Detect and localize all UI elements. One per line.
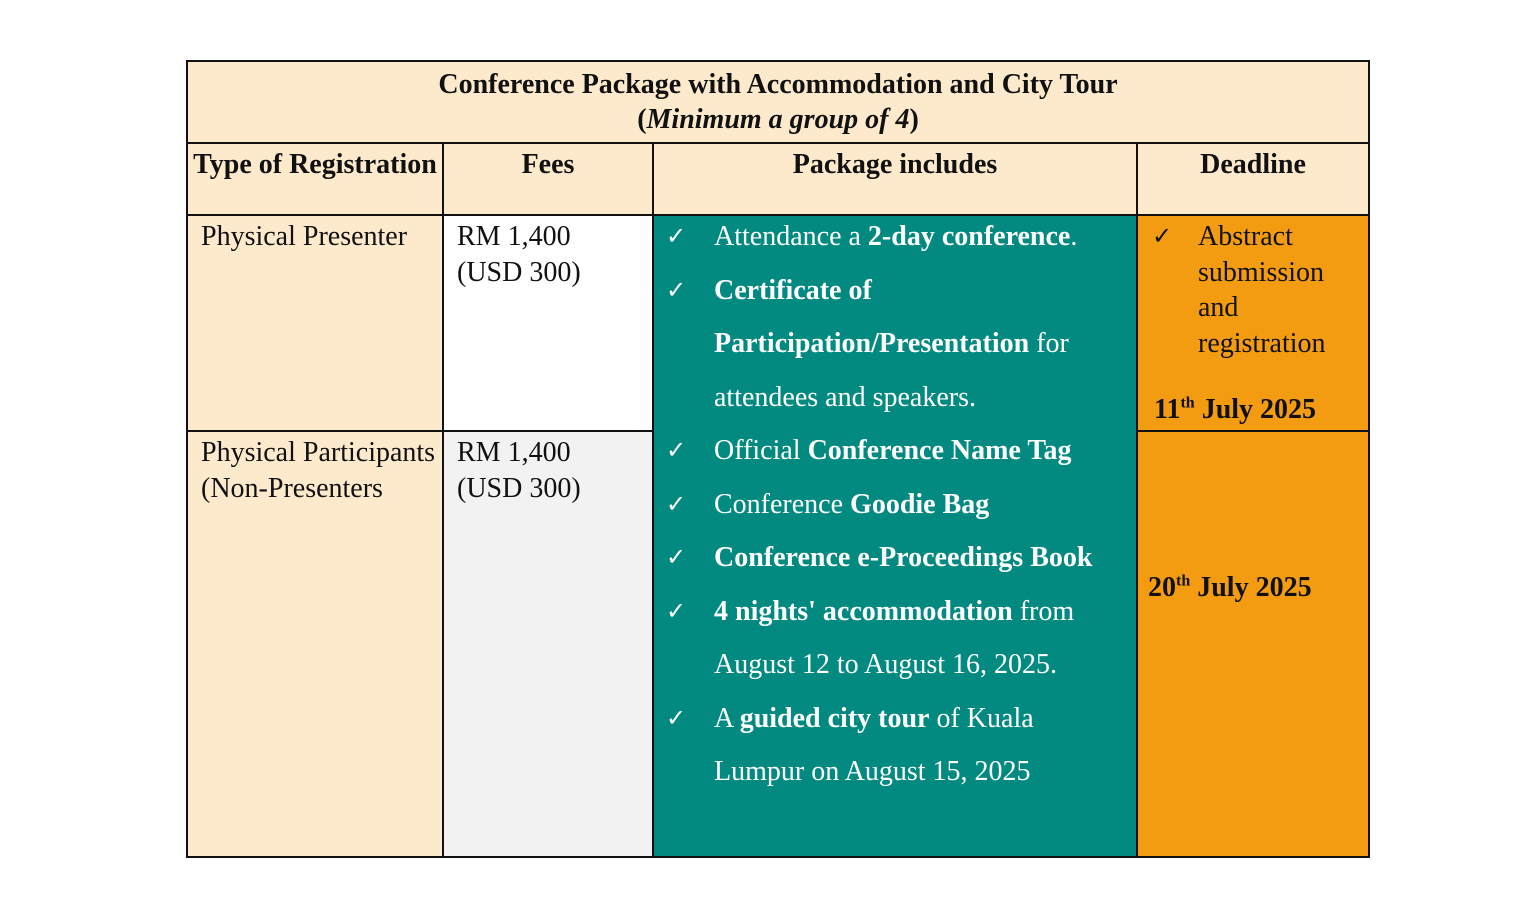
check-icon: ✓ [666,275,687,304]
type-physical-participants: Physical Participants (Non-Presenters [186,430,444,858]
fee-presenter [442,214,654,432]
title-paren-open: ( [637,104,647,135]
deadline-abstract-text: Abstract submission and registration [1198,221,1326,359]
list-item: ✓ Conference Goodie Bag [654,478,1136,532]
table-title [186,60,1370,144]
list-item: ✓ Official Conference Name Tag [654,424,1136,478]
list-item: ✓ Conference e-Proceedings Book [654,531,1136,585]
check-icon: ✓ [666,543,687,571]
deadline-participants [1136,430,1370,858]
check-icon: ✓ [1152,222,1173,250]
list-item: ✓ A guided city tour of Kuala Lumpur on August 15, 2025 [654,692,1136,799]
package-includes-cell [652,214,1138,858]
title-line1: Conference Package with Accommodation and City Tour [438,69,1118,100]
fee-usd: (USD 300) [457,256,581,288]
header-type: Type of Registration [186,142,444,216]
title-minimum-group: Minimum a group of 4 [646,104,910,135]
list-item: ✓ Certificate of Participation/Presentation for attendees and speakers. [654,264,1136,425]
type-physical-presenter: Physical Presenter [186,214,444,432]
deadline-date-first: 11th July 2025 [1154,394,1317,425]
package-list [654,210,1136,799]
deadline-abstract [1136,214,1370,432]
header-deadline: Deadline [1136,142,1370,216]
fee-rm: RM 1,400 [457,221,571,252]
header-package: Package includes [652,142,1138,216]
fee-rm: RM 1,400 [457,437,571,468]
title-line2 [188,102,1368,137]
fee-usd: (USD 300) [457,472,581,504]
header-fees: Fees [442,142,654,216]
fee-participants [442,430,654,858]
check-icon: ✓ [666,222,687,250]
check-icon: ✓ [666,596,687,625]
list-item: ✓ Attendance a 2-day conference. [654,210,1136,264]
list-item: ✓ 4 nights' accommodation from August 12 to August 16, 2025. [654,585,1136,692]
check-icon: ✓ [666,489,687,518]
title-paren-close: ) [909,104,919,135]
check-icon: ✓ [666,703,687,732]
check-icon: ✓ [666,436,687,464]
deadline-date-second: 20th July 2025 [1148,572,1312,603]
package-table [186,60,1370,858]
